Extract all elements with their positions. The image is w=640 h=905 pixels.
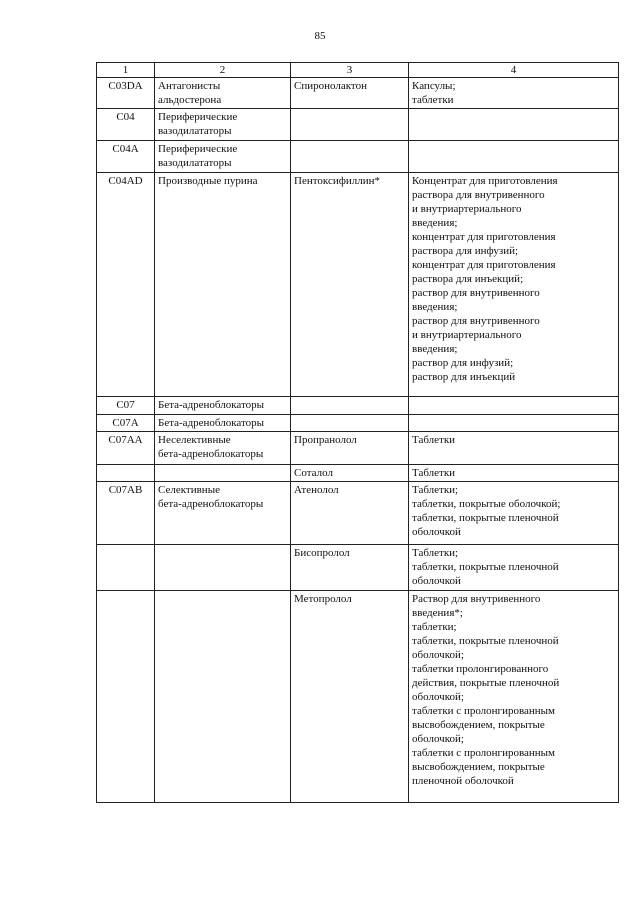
- group-name-line: Антагонисты: [158, 80, 221, 92]
- dosage-forms-line: раствора для внутривенного: [412, 189, 545, 201]
- dosage-forms-line: раствор для внутривенного: [412, 315, 540, 327]
- dosage-forms-line: таблетки, покрытые пленочной: [412, 512, 559, 524]
- group-name-line: бета-адреноблокаторы: [158, 498, 264, 510]
- group-name-line: вазодилататоры: [158, 157, 232, 169]
- table-row: [97, 415, 619, 432]
- table-row: [97, 78, 619, 109]
- drug-name-line: Пропранолол: [294, 434, 357, 446]
- dosage-forms-cell: [409, 78, 619, 109]
- dosage-forms-line: действия, покрытые пленочной: [412, 677, 560, 689]
- dosage-forms-line: введения;: [412, 217, 458, 229]
- page-number: 85: [314, 30, 326, 42]
- drug-name-line: Пентоксифиллин*: [294, 175, 380, 187]
- dosage-forms-line: таблетки пролонгированного: [412, 663, 549, 675]
- atc-code-cell: [97, 591, 155, 803]
- atc-code-cell: C03DA: [97, 78, 155, 109]
- drug-classification-table: [96, 62, 619, 803]
- group-name-cell: [155, 397, 291, 415]
- dosage-forms-line: концентрат для приготовления: [412, 259, 556, 271]
- group-name-line: вазодилататоры: [158, 125, 232, 137]
- dosage-forms-cell: [409, 109, 619, 141]
- atc-code-cell: [97, 545, 155, 591]
- dosage-forms-line: оболочкой;: [412, 691, 464, 703]
- column-header: 1: [97, 63, 155, 78]
- column-header: 4: [409, 63, 619, 78]
- drug-name-line: Бисопролол: [294, 547, 350, 559]
- dosage-forms-line: раствор для инфузий;: [412, 357, 514, 369]
- dosage-forms-line: пленочной оболочкой: [412, 775, 514, 787]
- dosage-forms-line: и внутриартериального: [412, 329, 522, 341]
- atc-code-cell: C04: [97, 109, 155, 141]
- group-name-cell: [155, 591, 291, 803]
- dosage-forms-line: Таблетки;: [412, 484, 459, 496]
- table-row: [97, 591, 619, 803]
- table-row: [97, 141, 619, 173]
- dosage-forms-line: таблетки, покрытые оболочкой;: [412, 498, 561, 510]
- group-name-cell: [155, 415, 291, 432]
- drug-name-line: Спиронолактон: [294, 80, 367, 92]
- dosage-forms-line: высвобождением, покрытые: [412, 719, 545, 731]
- drug-name-cell: [291, 591, 409, 803]
- dosage-forms-line: Капсулы;: [412, 80, 456, 92]
- drug-name-cell: [291, 545, 409, 591]
- table-row: [97, 109, 619, 141]
- drug-name-line: Метопролол: [294, 593, 352, 605]
- dosage-forms-line: раствор для внутривенного: [412, 287, 540, 299]
- drug-name-cell: [291, 397, 409, 415]
- drug-name-cell: [291, 465, 409, 482]
- dosage-forms-cell: [409, 432, 619, 465]
- dosage-forms-line: раствора для инфузий;: [412, 245, 519, 257]
- group-name-line: Неселективные: [158, 434, 231, 446]
- dosage-forms-line: таблетки, покрытые пленочной: [412, 635, 559, 647]
- table-row: [97, 432, 619, 465]
- atc-code-cell: C07AA: [97, 432, 155, 465]
- drug-name-cell: [291, 78, 409, 109]
- dosage-forms-line: введения;: [412, 343, 458, 355]
- dosage-forms-line: введения;: [412, 301, 458, 313]
- column-header: 3: [291, 63, 409, 78]
- group-name-line: бета-адреноблокаторы: [158, 448, 264, 460]
- drug-name-line: Соталол: [294, 467, 333, 479]
- dosage-forms-cell: [409, 141, 619, 173]
- dosage-forms-cell: [409, 465, 619, 482]
- group-name-cell: [155, 465, 291, 482]
- table-row: [97, 545, 619, 591]
- group-name-cell: [155, 545, 291, 591]
- group-name-line: Периферические: [158, 143, 238, 155]
- dosage-forms-line: оболочкой;: [412, 649, 464, 661]
- drug-name-cell: [291, 432, 409, 465]
- dosage-forms-line: таблетки с пролонгированным: [412, 705, 556, 717]
- atc-code-cell: C04AD: [97, 173, 155, 397]
- dosage-forms-cell: [409, 415, 619, 432]
- dosage-forms-line: Таблетки: [412, 467, 456, 479]
- group-name-cell: [155, 432, 291, 465]
- atc-code-cell: [97, 465, 155, 482]
- dosage-forms-line: введения*;: [412, 607, 463, 619]
- group-name-line: Бета-адреноблокаторы: [158, 399, 265, 411]
- group-name-cell: [155, 78, 291, 109]
- group-name-cell: [155, 482, 291, 545]
- dosage-forms-line: таблетки;: [412, 621, 457, 633]
- dosage-forms-cell: [409, 545, 619, 591]
- dosage-forms-line: таблетки, покрытые пленочной: [412, 561, 559, 573]
- column-header: 2: [155, 63, 291, 78]
- dosage-forms-line: высвобождением, покрытые: [412, 761, 545, 773]
- group-name-cell: [155, 141, 291, 173]
- drug-name-cell: [291, 173, 409, 397]
- group-name-line: Селективные: [158, 484, 220, 496]
- dosage-forms-line: Таблетки: [412, 434, 456, 446]
- dosage-forms-cell: [409, 173, 619, 397]
- dosage-forms-line: Таблетки;: [412, 547, 459, 559]
- table-row: [97, 465, 619, 482]
- dosage-forms-line: Раствор для внутривенного: [412, 593, 541, 605]
- group-name-line: Периферические: [158, 111, 238, 123]
- dosage-forms-line: и внутриартериального: [412, 203, 522, 215]
- dosage-forms-cell: [409, 397, 619, 415]
- table-row: [97, 173, 619, 397]
- dosage-forms-cell: [409, 482, 619, 545]
- dosage-forms-line: таблетки с пролонгированным: [412, 747, 556, 759]
- group-name-cell: [155, 109, 291, 141]
- atc-code-cell: C07: [97, 397, 155, 415]
- table-row: [97, 482, 619, 545]
- table-row: [97, 397, 619, 415]
- atc-code-cell: C07A: [97, 415, 155, 432]
- group-name-cell: [155, 173, 291, 397]
- dosage-forms-line: Концентрат для приготовления: [412, 175, 558, 187]
- dosage-forms-line: таблетки: [412, 94, 454, 106]
- atc-code-cell: C07AB: [97, 482, 155, 545]
- atc-code-cell: C04A: [97, 141, 155, 173]
- drug-name-cell: [291, 109, 409, 141]
- dosage-forms-line: оболочкой: [412, 575, 461, 587]
- group-name-line: альдостерона: [158, 94, 222, 106]
- drug-name-line: Атенолол: [294, 484, 339, 496]
- dosage-forms-line: оболочкой;: [412, 733, 464, 745]
- dosage-forms-cell: [409, 591, 619, 803]
- drug-name-cell: [291, 141, 409, 173]
- group-name-line: Бета-адреноблокаторы: [158, 417, 265, 429]
- dosage-forms-line: раствор для инъекций: [412, 371, 516, 383]
- dosage-forms-line: концентрат для приготовления: [412, 231, 556, 243]
- dosage-forms-line: раствора для инъекций;: [412, 273, 524, 285]
- table-header-row: [97, 63, 619, 78]
- drug-name-cell: [291, 482, 409, 545]
- drug-name-cell: [291, 415, 409, 432]
- dosage-forms-line: оболочкой: [412, 526, 461, 538]
- group-name-line: Производные пурина: [158, 175, 258, 187]
